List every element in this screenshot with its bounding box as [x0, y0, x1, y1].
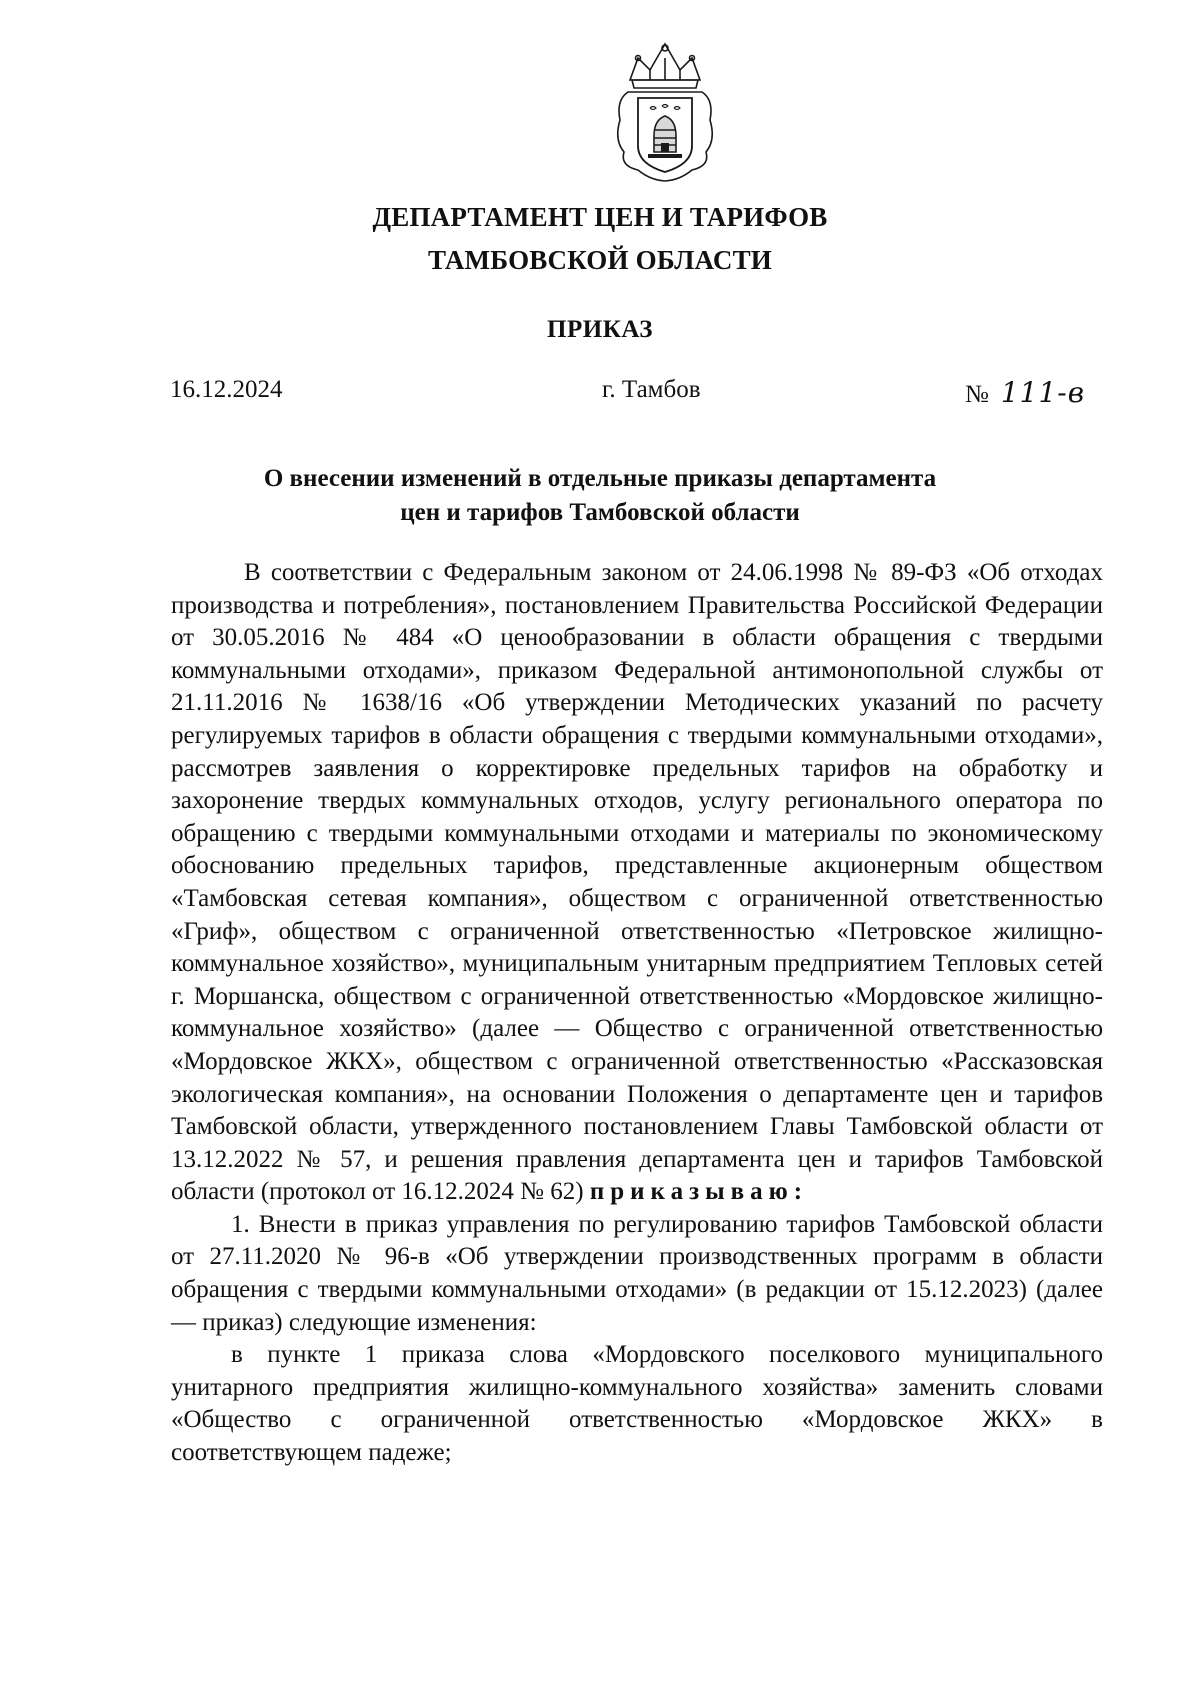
department-name-line-2: ТАМБОВСКОЙ ОБЛАСТИ	[427, 245, 773, 275]
subject-line-1: О внесении изменений в отдельные приказы департамента	[263, 465, 937, 492]
document-number	[965, 376, 1085, 409]
document-meta-row	[170, 376, 1100, 410]
preamble-paragraph	[171, 557, 1103, 1209]
department-name-line-1: ДЕПАРТАМЕНТ ЦЕН И ТАРИФОВ	[372, 202, 828, 232]
order-keyword: приказываю:	[589, 1178, 809, 1206]
item-1-paragraph: 1. Внести в приказ управления по регулированию тарифов Тамбовской области от 27.11.2020 № 96-в «Об утверждении производственных программ в области обращения с твердыми коммунальными отходами» (в редакции от 15.12.2023) (далее — приказ) следующие изменения:	[171, 1210, 1103, 1336]
coat-of-arms-emblem	[610, 40, 720, 185]
document-number-value: 111-в	[1000, 376, 1086, 409]
document-body	[171, 557, 1103, 1470]
document-date: 16.12.2024	[170, 376, 283, 403]
document-city: г. Тамбов	[602, 376, 701, 403]
document-type-title: ПРИКАЗ	[547, 316, 653, 343]
item-1-subparagraph: в пункте 1 приказа слова «Мордовского поселкового муниципального унитарного предприятия жилищно-коммунального хозяйства» заменить словами «Общество с ограниченной ответственностью «Мордовское ЖКХ» в соответствующем падеже;	[171, 1341, 1103, 1467]
preamble-text: В соответствии с Федеральным законом от 24.06.1998 № 89-ФЗ «Об отходах производства и потребления», постановлением Правительства Российской Федерации от 30.05.2016 № 484 «О ценообразовании в области обращения с твердыми коммунальными отходами», приказом Федеральной антимонопольной службы от 21.11.2016 № 1638/16 «Об утверждении Методических указаний по расчету регулируемых тарифов в области обращения с твердыми коммунальными отходами», рассмотрев заявления о корректировке предельных тарифов на обработку и захоронение твердых коммунальных отходов, услугу регионального оператора по обращению с твердыми коммунальными отходами и материалы по экономическому обоснованию предельных тарифов, представленные акционерным обществом «Тамбовская сетевая компания», обществом с ограниченной ответственностью «Гриф», обществом с ограниченной ответственностью «Петровское жилищно-коммунальное хозяйство», муниципальным унитарным предприятием Тепловых сетей г. Моршанска, обществом с ограниченной ответственностью «Мордовское жилищно-коммунальное хозяйство» (далее — Общество с ограниченной ответственностью «Мордовское ЖКХ», обществом с ограниченной ответственностью «Рассказовская экологическая компания», на основании Положения о департаменте цен и тарифов Тамбовской области, утвержденного постановлением Главы Тамбовской области от 13.12.2022 № 57, и решения правления департамента цен и тарифов Тамбовской области (протокол от 16.12.2024 № 62)	[171, 559, 1103, 1206]
document-subject	[0, 462, 1200, 530]
document-number-label: №	[965, 381, 989, 408]
subject-line-2: цен и тарифов Тамбовской области	[400, 499, 800, 526]
